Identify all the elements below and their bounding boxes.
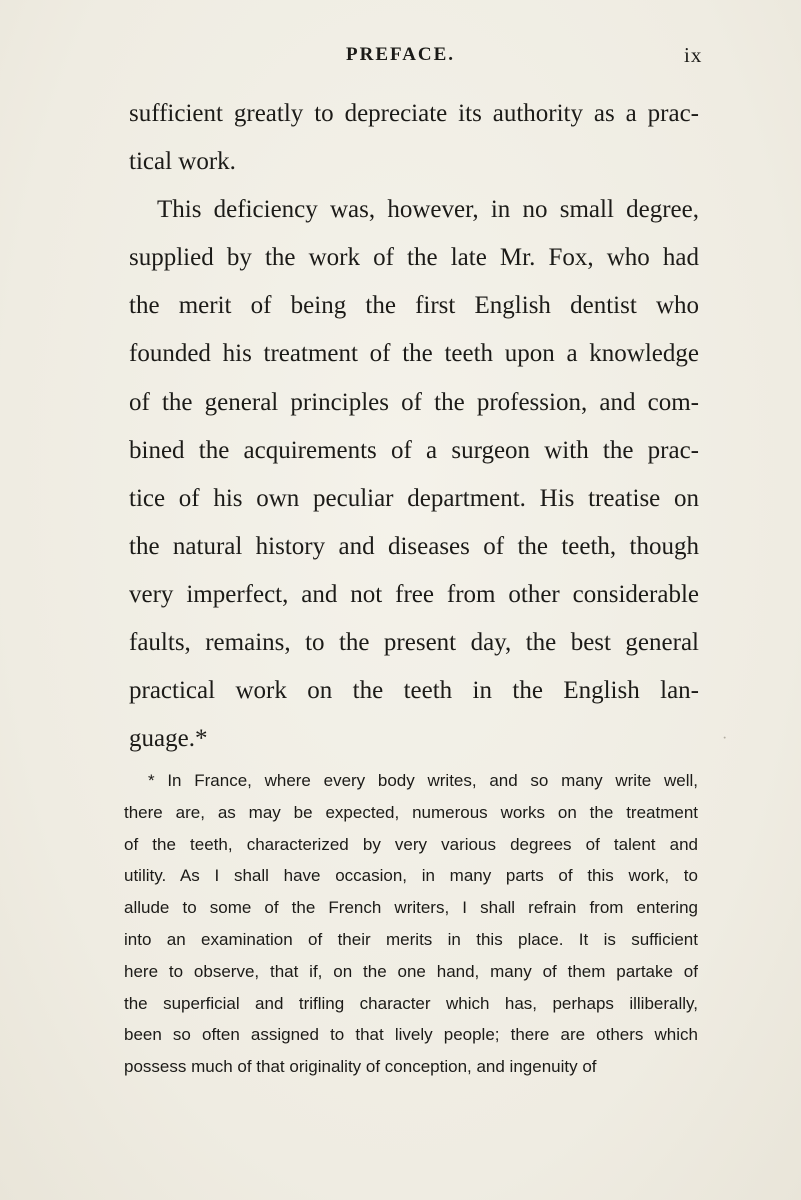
footnote-line: utility. As I shall have occasion, in many parts of this work, to bbox=[124, 866, 698, 886]
body-line: supplied by the work of the late Mr. Fox, who had bbox=[129, 244, 699, 272]
footnote-line: possess much of that originality of conception, and ingenuity of bbox=[124, 1057, 597, 1077]
footnote-line: the superficial and trifling character which has, perhaps illiberally, bbox=[124, 993, 698, 1013]
footnote-line: here to observe, that if, on the one hand, many of them partake of bbox=[124, 961, 698, 981]
running-title: PREFACE. bbox=[346, 44, 456, 65]
ink-smudge: · bbox=[722, 730, 728, 747]
body-line: very imperfect, and not free from other considerable bbox=[129, 580, 699, 608]
running-head bbox=[0, 44, 801, 74]
body-line: of the general principles of the profession, and com- bbox=[129, 388, 699, 416]
footnote-line: allude to some of the French writers, I shall refrain from entering bbox=[124, 898, 698, 918]
body-line: guage.* bbox=[129, 725, 208, 753]
footnote-line: into an examination of their merits in this place. It is sufficient bbox=[124, 929, 698, 949]
body-line: bined the acquirements of a surgeon with the prac- bbox=[129, 436, 699, 464]
body-text bbox=[129, 90, 699, 763]
body-line: This deficiency was, however, in no small degree, bbox=[157, 196, 699, 224]
body-line: the merit of being the first English dentist who bbox=[129, 292, 699, 320]
page-number: ix bbox=[684, 43, 703, 67]
body-line: practical work on the teeth in the English lan- bbox=[129, 677, 699, 705]
footnote-line: there are, as may be expected, numerous works on the treatment bbox=[124, 802, 698, 822]
body-line: tical work. bbox=[129, 148, 236, 176]
footnote-line: * In France, where every body writes, and so many write well, bbox=[148, 771, 698, 790]
footnote-line: of the teeth, characterized by very various degrees of talent and bbox=[124, 834, 698, 854]
body-line: faults, remains, to the present day, the best general bbox=[129, 629, 699, 657]
body-line: the natural history and diseases of the teeth, though bbox=[129, 532, 699, 560]
footnote bbox=[124, 765, 698, 1083]
body-line: founded his treatment of the teeth upon a knowledge bbox=[129, 340, 699, 368]
body-line: tice of his own peculiar department. His treatise on bbox=[129, 484, 699, 512]
footnote-line: been so often assigned to that lively people; there are others which bbox=[124, 1025, 698, 1045]
body-line: sufficient greatly to depreciate its authority as a prac- bbox=[129, 100, 699, 127]
